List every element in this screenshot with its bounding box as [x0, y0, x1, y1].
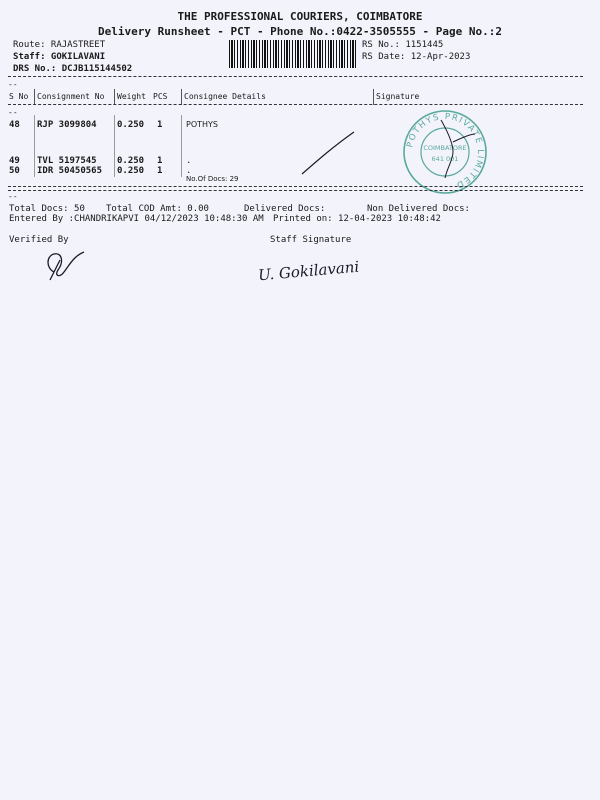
- column-rule: [181, 115, 182, 177]
- row-48-weight: 0.250: [117, 120, 145, 130]
- non-delivered-docs: Non Delivered Docs:: [367, 204, 470, 214]
- row-50-pcs: 1: [157, 166, 163, 176]
- row-49-weight: 0.250: [117, 156, 145, 166]
- runsheet-subtitle: Delivery Runsheet - PCT - Phone No.:0422-3505555 - Page No.:2: [98, 25, 502, 38]
- dash-mark: --: [8, 192, 18, 201]
- row-48-sno: 48: [9, 120, 20, 130]
- stamp-city: COIMBATORE: [423, 144, 467, 152]
- row-48-pcs: 1: [157, 120, 163, 130]
- row-49-sno: 49: [9, 156, 20, 166]
- row-49-consignment: TVL 5197545: [37, 156, 97, 166]
- no-of-docs: No.Of Docs: 29: [186, 175, 239, 183]
- column-consignment: Consignment No: [37, 92, 105, 101]
- consignee-signature-stroke: [300, 128, 360, 178]
- staff-signature-label: Staff Signature: [270, 235, 352, 245]
- column-rule: [114, 89, 115, 105]
- rs-number: RS No.: 1151445: [362, 40, 444, 50]
- company-title: THE PROFESSIONAL COURIERS, COIMBATORE: [177, 10, 423, 23]
- row-48-consignment: RJP 3099804: [37, 120, 97, 130]
- row-50-weight: 0.250: [117, 166, 145, 176]
- divider-bottom-1: [8, 186, 583, 187]
- row-48-details: POTHYS: [186, 120, 218, 129]
- total-docs: Total Docs: 50: [9, 204, 85, 214]
- printed-on: Printed on: 12-04-2023 10:48:42: [273, 214, 441, 224]
- delivered-docs: Delivered Docs:: [244, 204, 326, 214]
- column-details: Consignee Details: [184, 92, 266, 101]
- entered-by: Entered By :CHANDRIKAPVI 04/12/2023 10:48:30 AM: [9, 214, 264, 224]
- column-weight: Weight: [117, 92, 146, 101]
- barcode-image: [229, 40, 356, 68]
- column-rule: [34, 89, 35, 105]
- column-rule: [34, 115, 35, 177]
- row-49-pcs: 1: [157, 156, 163, 166]
- dash-mark: --: [8, 108, 18, 117]
- column-pcs: PCS: [153, 92, 168, 101]
- row-49-details: .: [186, 156, 192, 166]
- drs-number: DRS No.: DCJB115144502: [13, 64, 133, 74]
- column-rule: [114, 115, 115, 177]
- column-sno: S No: [9, 92, 29, 101]
- company-seal-stamp: [401, 108, 489, 196]
- column-rule: [181, 89, 182, 105]
- verified-by-label: Verified By: [9, 235, 69, 245]
- stamp-outer-text: POTHYS PRIVATE LIMITED: [405, 111, 486, 191]
- row-50-consignment: IDR 50450565: [37, 166, 103, 176]
- rs-date: RS Date: 12-Apr-2023: [362, 52, 471, 62]
- verifier-signature: [40, 246, 90, 282]
- column-signature: Signature: [376, 92, 420, 101]
- total-cod: Total COD Amt: 0.00: [106, 204, 209, 214]
- staff-label: Staff: GOKILAVANI: [13, 52, 106, 62]
- divider-top: [8, 76, 583, 77]
- column-rule: [373, 89, 374, 105]
- row-50-details: .: [186, 166, 192, 176]
- row-50-sno: 50: [9, 166, 20, 176]
- route-label: Route: RAJASTREET: [13, 40, 106, 50]
- staff-handwritten-signature: U. Gokilavani: [257, 257, 360, 285]
- dash-mark: --: [8, 80, 18, 89]
- divider-header: [8, 104, 583, 105]
- stamp-pin: 641 001: [431, 155, 459, 163]
- divider-bottom-2: [8, 190, 583, 191]
